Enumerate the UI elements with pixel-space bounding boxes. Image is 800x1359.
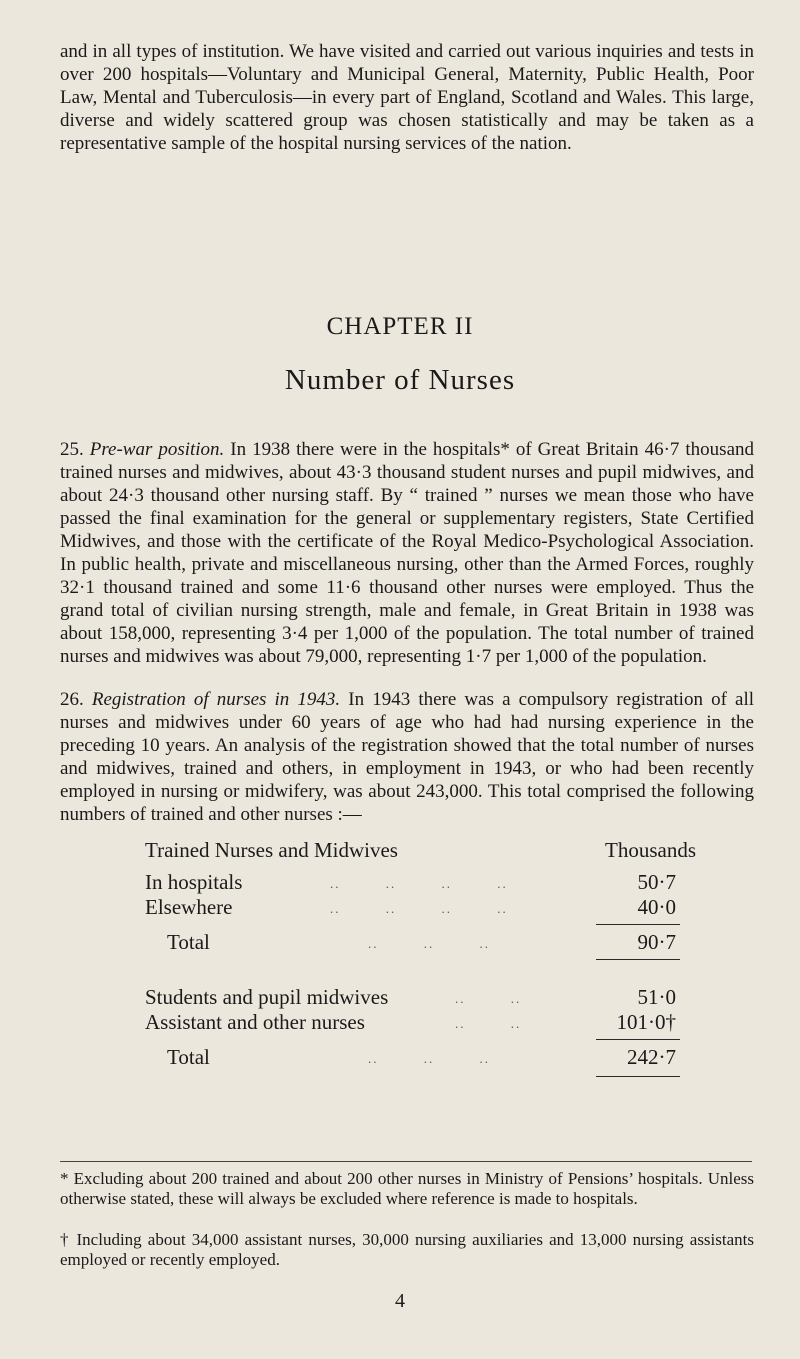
section-26-heading: Registration of nurses in 1943. [91, 689, 341, 710]
row-label: Total [167, 1045, 210, 1069]
subtotal-rule [596, 959, 680, 960]
row-value: 90·7 [637, 930, 676, 954]
table-row [0, 1010, 800, 1036]
row-value: 50·7 [637, 870, 676, 894]
row-label: Total [167, 930, 210, 954]
row-leader-dots: .. .. .. .. [330, 876, 508, 891]
section-26-number: 26. [60, 689, 84, 710]
table-row [0, 895, 800, 921]
section-25-text: In 1938 there were in the hospitals* of Great Britain 46·7 thousand trained nurses and midwives, about 43·3 thousand student nurses and pupil midwives, and about 24·3 thousand other nursing staff. By “ trained ” nurses we mean those who have passed the final examination for the general or supplementary registers, State Certified Midwives, and those with the certificate of the Royal Medico-Psychological Association. In public health, private and miscellaneous nursing, other than the Armed Forces, roughly 32·1 thousand trained and some 11·6 thousand other nurses were employed. Thus the grand total of civilian nursing strength, male and female, in Great Britain in 1938 was about 158,000, representing 3·4 per 1,000 of the population. The total number of trained nurses and midwives was about 79,000, representing 1·7 per 1,000 of the population. [60, 439, 754, 667]
section-25-number: 25. [60, 439, 84, 460]
row-leader-dots: .. .. .. .. [330, 901, 508, 916]
table-header-category: Trained Nurses and Midwives [145, 838, 398, 862]
chapter-title: Number of Nurses [284, 364, 516, 396]
row-label: Elsewhere [145, 895, 233, 919]
row-value: 242·7 [627, 1045, 676, 1069]
row-leader-dots: .. .. .. [368, 1051, 490, 1066]
section-25-paragraph [60, 438, 754, 668]
page-number: 4 [395, 1290, 405, 1312]
row-label: In hospitals [145, 870, 243, 894]
section-26-text: In 1943 there was a compulsory registration of all nurses and midwives under 60 years of age who had had nursing experience in the preceding 10 years. An analysis of the registration showed that the total number of nurses and midwives, trained and others, in employment in 1943, or who had been recently employed in nursing or midwifery, was about 243,000. This total comprised the following numbers of trained and other nurses :— [60, 689, 754, 825]
table-row [0, 930, 800, 956]
section-25-heading: Pre-war position. [89, 439, 225, 460]
row-value: 51·0 [637, 985, 676, 1009]
chapter-label: CHAPTER II [326, 313, 474, 340]
total-rule [596, 1039, 680, 1040]
table-header-thousands: Thousands [605, 838, 696, 862]
table-row [0, 985, 800, 1011]
intro-paragraph: and in all types of institution. We have visited and carried out various inquiries and tests in over 200 hospitals—Voluntary and Municipal General, Maternity, Public Health, Poor Law, Mental and Tuberculosis—in every part of England, Scotland and Wales. This large, diverse and widely scattered group was chosen statistically and may be taken as a representative sample of the hospital nursing services of the nation. [60, 41, 754, 154]
footnote-dagger: † Including about 34,000 assistant nurses, 30,000 nursing auxiliaries and 13,000 nursing assistants employed or recently employed. [60, 1230, 754, 1269]
total-rule [596, 1076, 680, 1077]
row-value: 40·0 [637, 895, 676, 919]
table-row [0, 870, 800, 896]
row-leader-dots: .. .. [455, 1016, 522, 1031]
section-26-paragraph [60, 688, 754, 826]
row-label: Assistant and other nurses [145, 1010, 365, 1034]
table-row [0, 1045, 800, 1071]
subtotal-rule [596, 924, 680, 925]
row-value: 101·0† [616, 1010, 676, 1034]
footnote-divider [60, 1161, 752, 1162]
row-leader-dots: .. .. [455, 991, 522, 1006]
row-label: Students and pupil midwives [145, 985, 389, 1009]
row-leader-dots: .. .. .. [368, 936, 490, 951]
footnote-star: * Excluding about 200 trained and about 200 other nurses in Ministry of Pensions’ hospitals. Unless otherwise stated, these will always be excluded where reference is made to hospitals. [60, 1169, 754, 1208]
